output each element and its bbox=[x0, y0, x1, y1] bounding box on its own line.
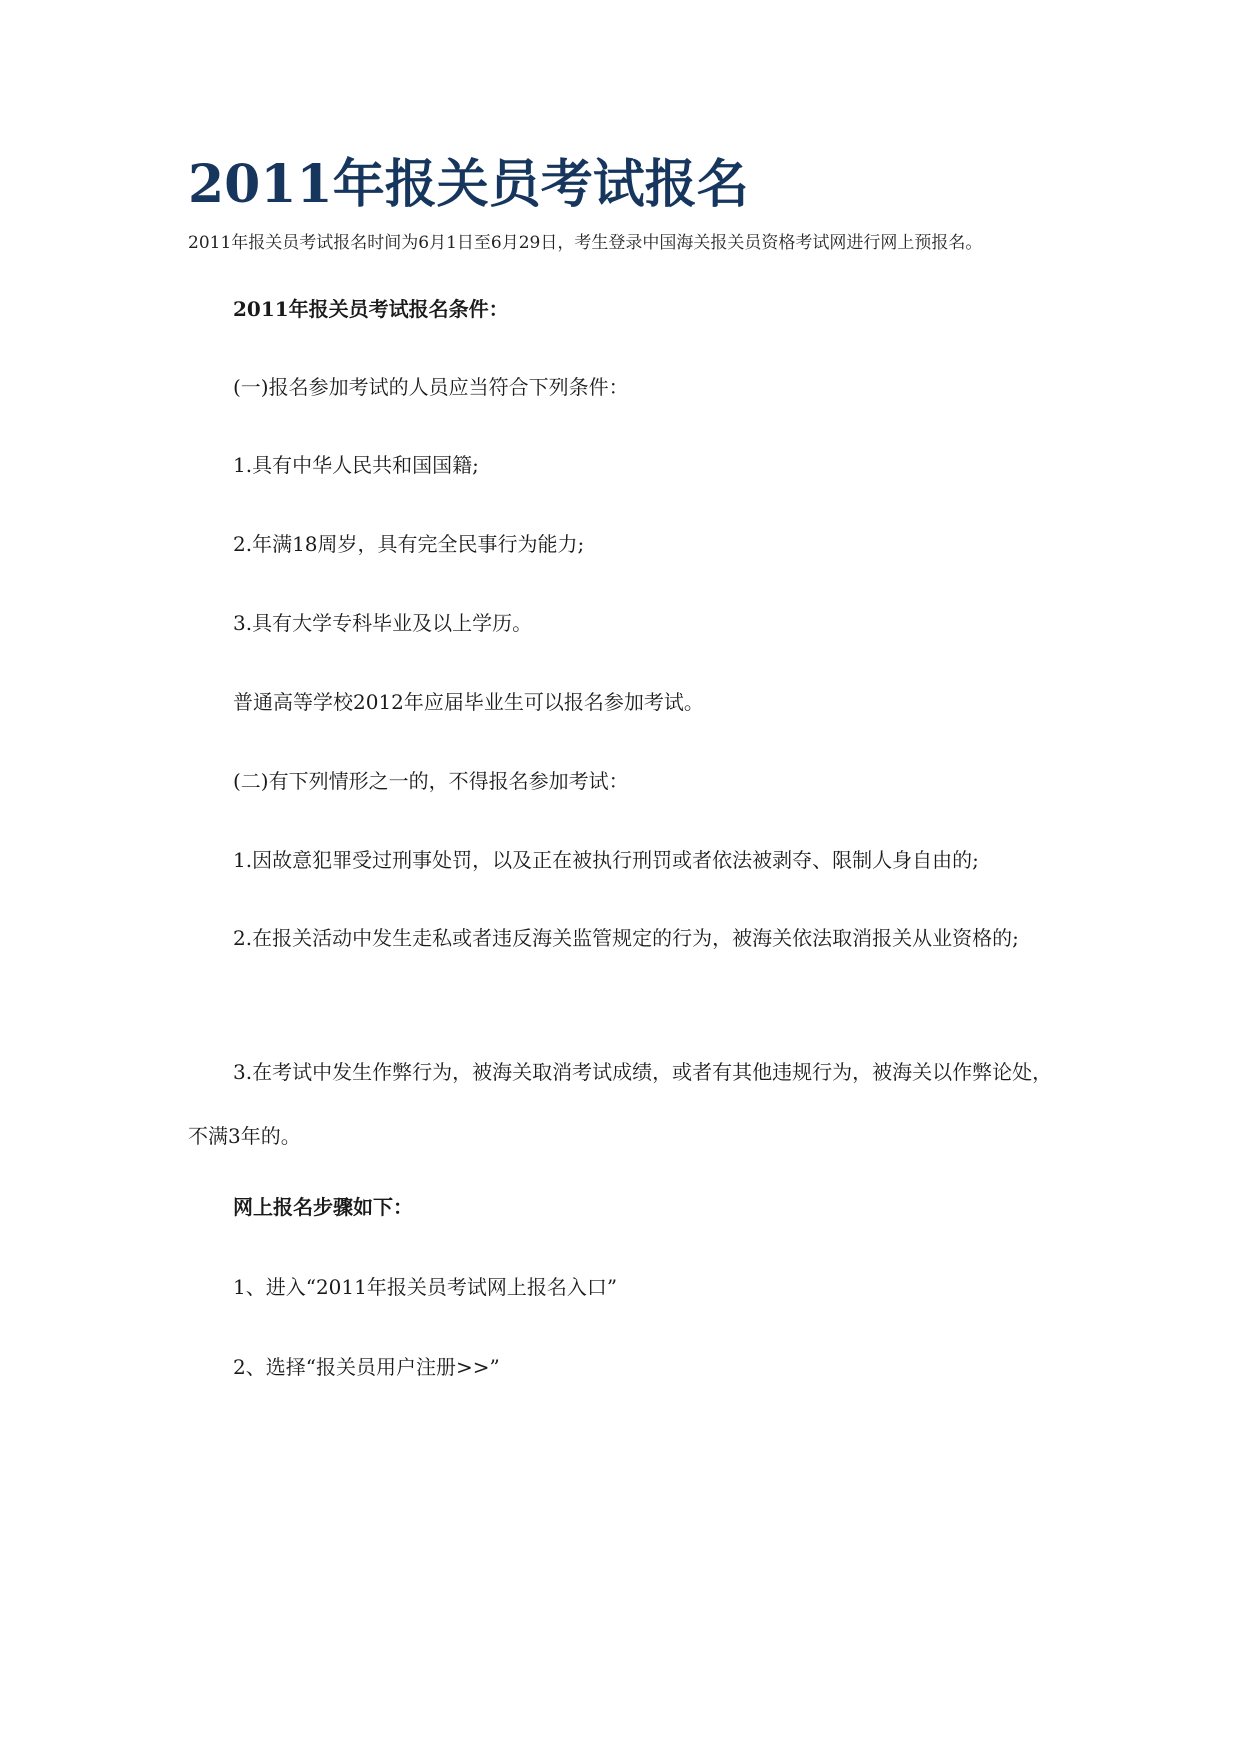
intro-paragraph: 2011年报关员考试报名时间为6月1日至6月29日，考生登录中国海关报关员资格考试网进行网上预报名。 bbox=[188, 233, 983, 253]
section2-item-3: 3.在考试中发生作弊行为，被海关取消考试成绩，或者有其他违规行为，被海关以作弊论处，不满3年的。 bbox=[188, 1060, 1053, 1148]
graduates-note: 普通高等学校2012年应届毕业生可以报名参加考试。 bbox=[233, 690, 704, 714]
section2-heading: (二)有下列情形之一的，不得报名参加考试： bbox=[233, 769, 629, 793]
page-title: 2011年报关员考试报名 bbox=[188, 154, 749, 215]
section1-item-1: 1.具有中华人民共和国国籍; bbox=[233, 453, 479, 477]
step-item-2: 2、选择“报关员用户注册>>” bbox=[233, 1355, 500, 1379]
section2-item-1: 1.因故意犯罪受过刑事处罚，以及正在被执行刑罚或者依法被剥夺、限制人身自由的; bbox=[233, 848, 979, 872]
section1-item-2: 2.年满18周岁，具有完全民事行为能力; bbox=[233, 532, 585, 556]
conditions-heading: 2011年报关员考试报名条件： bbox=[233, 297, 509, 321]
steps-heading: 网上报名步骤如下： bbox=[233, 1195, 413, 1219]
section2-item-2: 2.在报关活动中发生走私或者违反海关监管规定的行为，被海关依法取消报关从业资格的; bbox=[233, 926, 1019, 950]
section1-item-3: 3.具有大学专科毕业及以上学历。 bbox=[233, 611, 533, 635]
section1-heading: (一)报名参加考试的人员应当符合下列条件： bbox=[233, 375, 629, 399]
step-item-1: 1、进入“2011年报关员考试网上报名入口” bbox=[233, 1275, 618, 1299]
